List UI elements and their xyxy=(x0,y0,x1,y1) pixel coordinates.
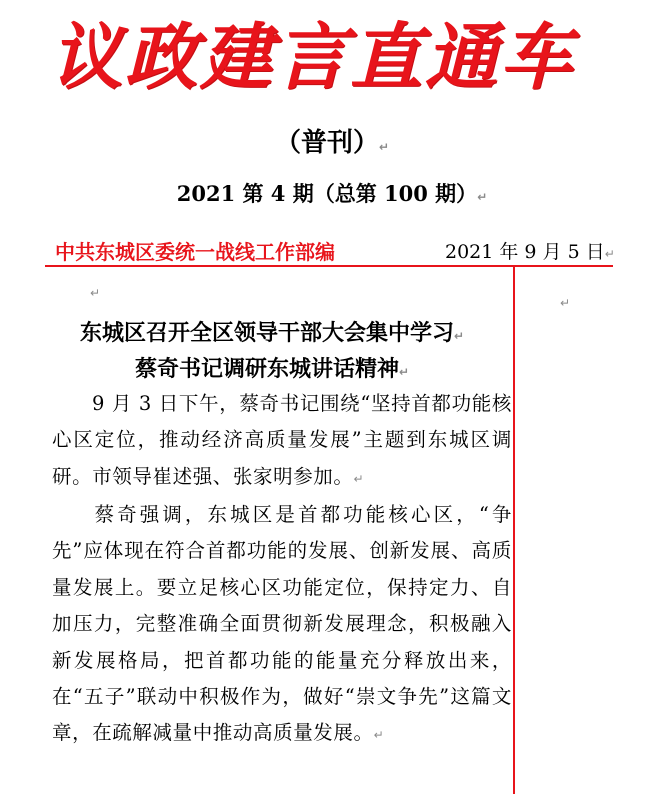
edition-label: （普刊）↵ xyxy=(274,128,390,158)
article-title-line-1: 东城区召开全区领导干部大会集中学习↵ xyxy=(79,321,465,346)
publication-date: 2021 年 9 月 5 日↵ xyxy=(445,241,615,263)
paragraph-mark-icon: ↵ xyxy=(453,329,465,343)
header-divider xyxy=(45,265,613,267)
paragraph-mark-icon: ↵ xyxy=(604,247,615,261)
column-divider xyxy=(513,266,515,794)
organization-name: 中共东城区委统一战线工作部编 xyxy=(55,240,335,264)
article-title-line-2: 蔡奇书记调研东城讲话精神↵ xyxy=(134,357,410,382)
paragraph-mark-icon: ↵ xyxy=(398,365,410,379)
paragraph-mark-icon: ↵ xyxy=(90,286,101,300)
article-paragraph: 9 月 3 日下午，蔡奇书记围绕“坚持首都功能核心区定位，推动经济高质量发展”主题到东城区调研。市领导崔述强、张家明参加。↵ xyxy=(52,392,512,488)
paragraph-mark-icon: ↵ xyxy=(477,190,488,204)
issue-number: 2021 第 4 期（总第 100 期）↵ xyxy=(176,181,488,206)
paragraph-mark-icon: ↵ xyxy=(373,728,385,743)
paragraph-mark-icon: ↵ xyxy=(560,296,571,310)
masthead-title: 议政建言直通车 xyxy=(50,14,576,99)
paragraph-mark-icon: ↵ xyxy=(378,140,390,154)
paragraph-mark-icon: ↵ xyxy=(353,471,365,486)
article-paragraph: 蔡奇强调，东城区是首都功能核心区，“争先”应体现在符合首都功能的发展、创新发展、高质量发展上。要立足核心区功能定位，保持定力、自加压力，完整准确全面贯彻新发展理念，积极融入新发展格局，把首都功能的能量充分释放出来，在“五子”联动中积极作为，做好“崇文争先”这篇文章，在疏解减量中推动高质量发展。↵ xyxy=(52,503,512,745)
